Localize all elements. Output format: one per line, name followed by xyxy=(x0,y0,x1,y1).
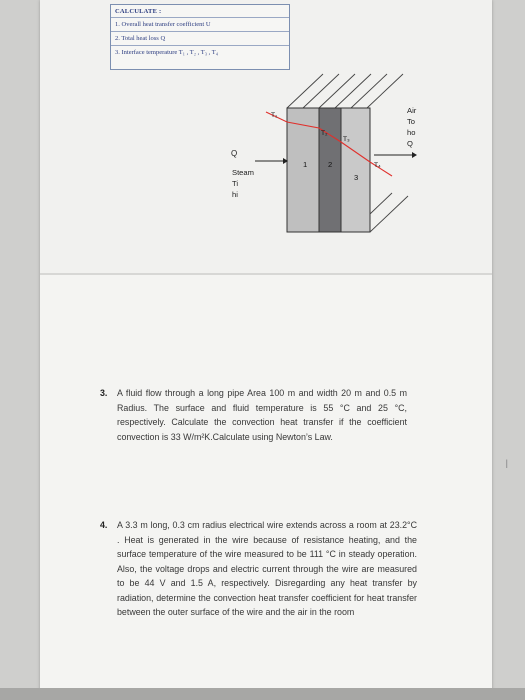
wall-layer-2 xyxy=(319,108,341,232)
taskbar xyxy=(0,688,525,700)
calculate-title: CALCULATE : xyxy=(115,8,162,15)
layer-1-label: 1 xyxy=(303,160,308,169)
problem-3-text: A fluid flow through a long pipe Area 100 m and width 20 m and 0.5 m Radius. The surface and fluid temperature is 55 °C and 25 °C, respectively. Calculate the convection heat transfer if the coefficient convection is 33 W/m²K.Calculate using Newton’s Law. xyxy=(117,388,407,442)
arrow-head-right-icon xyxy=(412,152,417,158)
problem-4-text: A 3.3 m long, 0.3 cm radius electrical wire extends across a room at 23.2°C . Heat is generated in the wire because of resistance heating, and the surface temperature of the wire measured to be 111 °C in steady operation. Also, the voltage drops and electric current through the wire are measured to be 44 V and 1.5 A, respectively. Disregarding any heat transfer by radiation, determine the convection heat transfer coefficient for heat transfer between the outer surface of the wire and the air in the room xyxy=(117,520,417,617)
problem-4-number: 4. xyxy=(100,520,108,530)
problem-3-number: 3. xyxy=(100,388,108,398)
wall-hatching xyxy=(287,74,403,108)
page-top-section xyxy=(40,0,492,275)
document-page xyxy=(40,0,492,700)
calculate-item-1: 1. Overall heat transfer coefficient U xyxy=(111,17,289,31)
layer-2-label: 2 xyxy=(328,160,333,169)
problem-3 xyxy=(100,386,407,444)
ti-label: Ti xyxy=(232,179,239,188)
steam-label: Steam xyxy=(232,168,254,177)
composite-wall-diagram xyxy=(40,0,492,273)
q-left-label: Q xyxy=(231,149,238,158)
ho-label: ho xyxy=(407,128,416,137)
q-right-label: Q xyxy=(407,139,413,148)
hi-label: hi xyxy=(232,190,238,199)
calculate-item-3: 3. Interface temperature T₁ , T₂ , T₃ , T₄ xyxy=(111,45,289,59)
air-label: Air xyxy=(407,106,417,115)
wall-hatching-bottom xyxy=(370,193,408,232)
t4-label: T₄ xyxy=(374,162,381,169)
text-cursor-icon: I xyxy=(505,457,509,471)
wall-layer-3 xyxy=(341,108,370,232)
layer-3-label: 3 xyxy=(354,173,359,182)
problem-4 xyxy=(100,518,417,620)
t2-label: T₂ xyxy=(321,130,328,137)
t3-label: T₃ xyxy=(343,136,350,143)
to-label: To xyxy=(407,117,416,126)
t1-label: T₁ xyxy=(271,112,278,119)
calculate-item-2: 2. Total heat loss Q xyxy=(111,31,289,45)
